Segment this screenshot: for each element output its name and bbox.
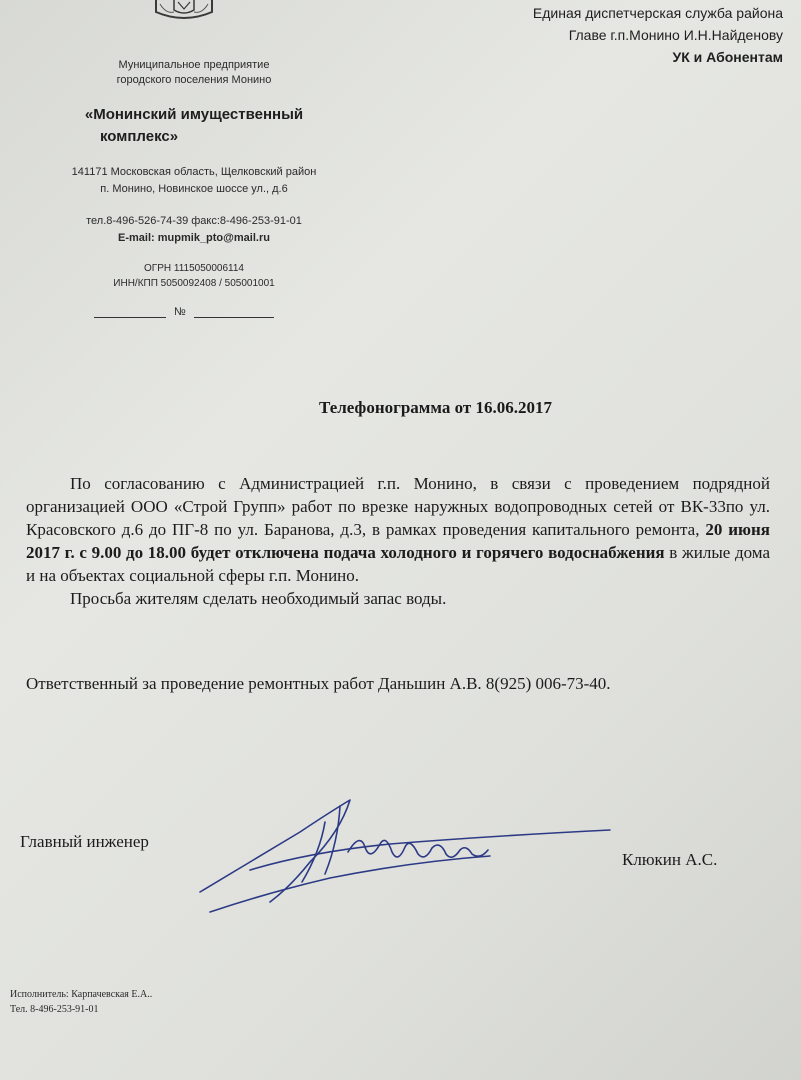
organization-type: Муниципальное предприятие городского поселения Монино	[116, 59, 272, 86]
organization-address: 141171 Московская область, Щелковский район п. Монино, Новинское шоссе ул., д.6	[71, 166, 317, 195]
outage-details: 20 июня 2017 г. с 9.00 до 18.00 будет отключена подача холодного и горячего водоснабжения	[26, 520, 770, 562]
recipient: Единая диспетчерская служба района	[532, 5, 783, 21]
responsible-person: Ответственный за проведение ремонтных работ Даньшин А.В. 8(925) 006-73-40.	[26, 674, 611, 693]
signatory-name: Клюкин А.С.	[622, 850, 718, 869]
executor-name: Исполнитель: Карпачевская Е.А..	[10, 989, 153, 1000]
recipient: Главе г.п.Монино И.Н.Найденову	[568, 27, 783, 43]
email: E-mail: mupmik_pto@mail.ru	[118, 232, 270, 244]
body-paragraph-2: Просьба жителям сделать необходимый запас воды.	[70, 589, 447, 608]
document-body	[26, 472, 770, 610]
signatory-role: Главный инженер	[20, 832, 149, 851]
recipient: УК и Абонентам	[672, 49, 783, 65]
executor-info	[10, 987, 152, 1017]
executor-phone: Тел. 8-496-253-91-01	[10, 1004, 99, 1015]
date-blank	[94, 307, 166, 318]
organization-name: «Монинский имущественный комплекс»	[84, 106, 304, 145]
ogrn: ОГРН 1115050006114	[144, 263, 244, 274]
organization-registration	[44, 261, 344, 291]
body-paragraph-1: По согласованию с Администрацией г.п. Монино, в связи с проведением подрядной организацией ООО «Строй Групп» работ по врезке наружных водопроводных сетей от ВК-33по ул. Красовского д.6 до ПГ-8 по ул. Баранова, д.3, в рамках проведения капитального ремонта, 20 июня 2017 г. с 9.00 до 18.00 будет отключена подача холодного и горячего водоснабжения в жилые дома и на объектах социальной сферы г.п. Монино.	[26, 474, 770, 585]
inn-kpp: ИНН/КПП 5050092408 / 505001001	[113, 278, 275, 289]
number-sign: №	[174, 306, 186, 318]
handwritten-signature	[190, 792, 620, 922]
coat-of-arms-emblem	[148, 0, 220, 22]
recipients-block	[423, 2, 783, 68]
document-title: Телефонограмма от 16.06.2017	[319, 398, 552, 417]
organization-contacts	[44, 213, 344, 247]
outgoing-number-line	[94, 306, 290, 318]
phone-fax: тел.8-496-526-74-39 факс:8-496-253-91-01	[86, 215, 302, 227]
number-blank	[194, 307, 274, 318]
